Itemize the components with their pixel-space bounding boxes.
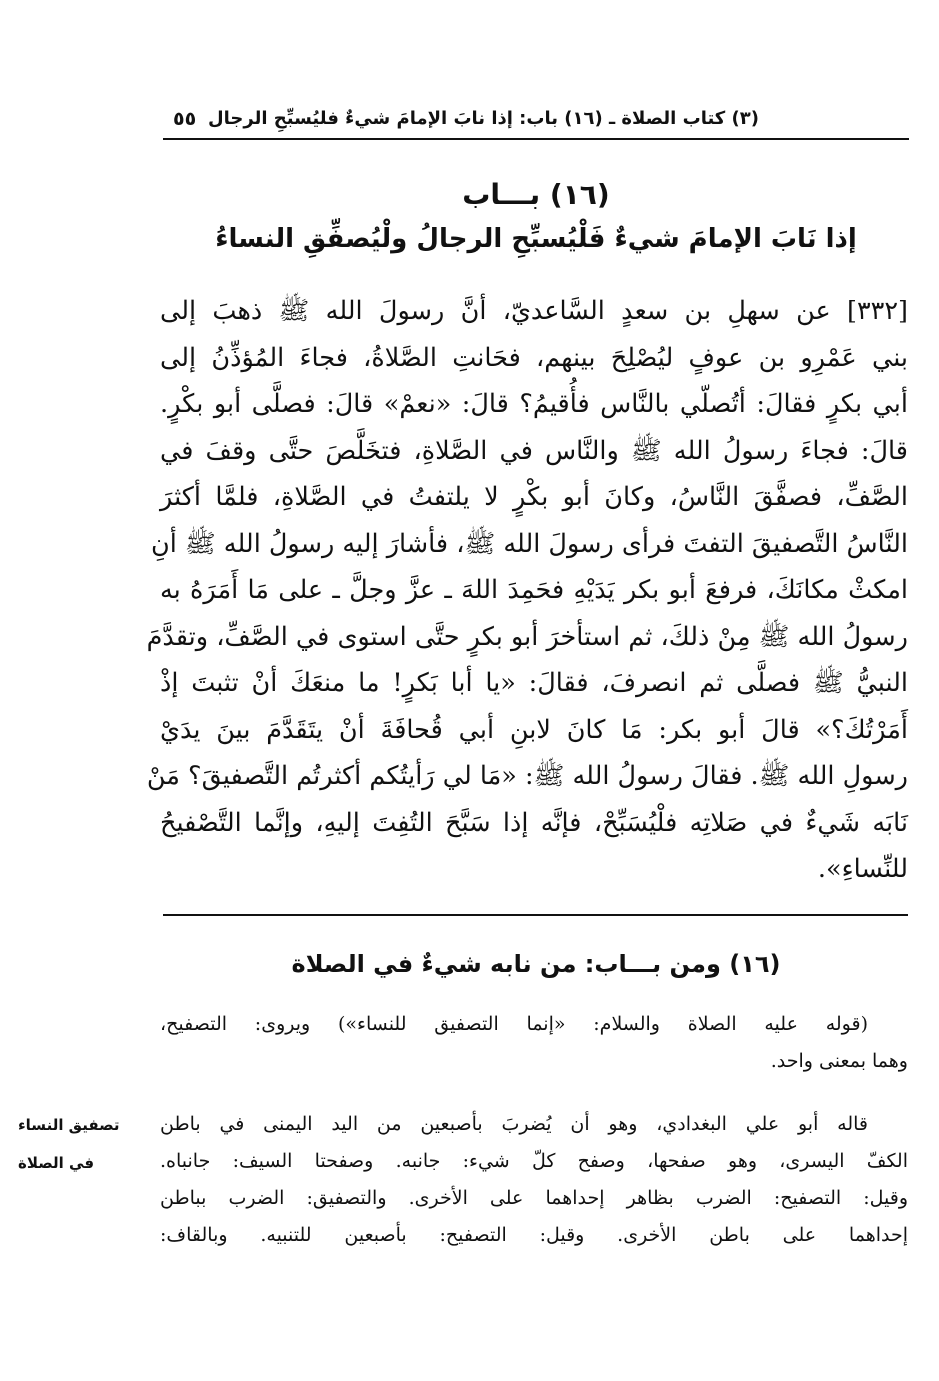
chapter-number-heading: (١٦) بـــاب: [462, 178, 610, 211]
header-title: (٣) كتاب الصلاة ـ (١٦) باب: إذا نابَ الإمامَ شيءٌ فليُسبِّحِ الرجال: [208, 108, 759, 129]
commentary-line: وهما بمعنى واحد.: [770, 1050, 908, 1072]
hadith-line: قالَ: فجاءَ رسولُ الله ﷺ والنَّاس في الصَّلاةِ، فتخَلَّصَ حتَّى وقفَ في: [160, 435, 908, 466]
hadith-line: رسولُ الله ﷺ مِنْ ذلكَ، ثم استأخرَ أبو بكرٍ حتَّى استوى في الصَّفِّ، وتقدَّمَ: [146, 621, 908, 652]
margin-note: تصفيق النساء: [18, 1116, 120, 1134]
commentary-line: قاله أبو علي البغدادي، وهو أن يُضربَ بأصبعين من اليد اليمنى في باطن: [160, 1113, 868, 1135]
hadith-line: أبي بكرٍ فقالَ: أتُصلّي بالنَّاس فأُقيمُ؟ قالَ: «نعمْ» قالَ: فصلَّى أبو بكْرٍ.: [160, 389, 908, 419]
commentary-line: (قوله عليه الصلاة والسلام: «إنما التصفيق للنساء») ويروى: التصفيح،: [160, 1013, 868, 1035]
hadith-line: [٣٣٢] عن سهلِ بن سعدٍ السَّاعديّ، أنَّ رسولَ الله ﷺ ذهبَ إلى: [160, 296, 908, 326]
hadith-line: رسولِ الله ﷺ. فقالَ رسولُ الله ﷺ: «مَا لي رَأيتُكم أكثرتُم التَّصفيقَ؟ مَنْ: [146, 761, 908, 791]
commentary-line: الكفّ اليسرى، وهو صفحها، وصفح كلّ شيء: جانبه. وصفحتا السيف: جانباه.: [160, 1150, 908, 1172]
margin-note: في الصلاة: [18, 1154, 95, 1172]
hadith-line: بني عَمْرِو بن عوفٍ ليُصْلِحَ بينهم، فحَانتِ الصَّلاةُ، فجاءَ المُؤذِّنُ إلى: [160, 342, 908, 373]
page-number: ٥٥: [173, 108, 197, 130]
hadith-line: نَابَه شَيءٌ في صَلاتِه فلْيُسَبِّحْ، فإنَّه إذا سَبَّحَ التُفِتَ إليهِ، وإنَّما التَّصْفيحُ: [160, 807, 908, 838]
commentary-heading: (١٦) ومن بـــاب: من نابه شيءٌ في الصلاة: [291, 950, 781, 978]
hadith-line: النَّاسُ التَّصفيقَ التفتَ فرأى رسولَ الله ﷺ، فأشارَ إليه رسولُ الله ﷺ أنِ: [150, 528, 908, 559]
commentary-paragraph-1: [160, 1006, 908, 1080]
hadith-line: امكثْ مكانَكَ، فرفعَ أبو بكر يَدَيْهِ فحَمِدَ اللهَ ـ عزَّ وجلَّ ـ على مَا أَمَرَهُ به: [160, 575, 908, 605]
running-header: [163, 108, 909, 140]
hadith-line: الصَّفِّ، فصفَّقَ النَّاسُ، وكانَ أبو بكْرٍ لا يلتفتُ في الصَّلاةِ، فلمَّا أكثرَ: [160, 482, 908, 512]
commentary-line: إحداهما على باطن الأخرى. وقيل: التصفيح: بأصبعين للتنبيه. وبالقاف:: [160, 1224, 908, 1246]
section-divider: [163, 914, 908, 916]
commentary-paragraph-2: [160, 1106, 908, 1254]
commentary-line: وقيل: التصفيح: الضرب بظاهر إحداهما على الأخرى. والتصفيق: الضرب بباطن: [160, 1187, 908, 1209]
chapter-title: إذا نَابَ الإمامَ شيءٌ فَلْيُسبِّحِ الرجالُ ولْيُصفِّقِ النساءُ: [215, 224, 857, 254]
hadith-line: النبيُّ ﷺ فصلَّى ثم انصرفَ، فقالَ: «يا أبا بَكرٍ! ما منعَكَ أنْ تثبتَ إذْ: [160, 668, 908, 698]
hadith-line: أَمَرْتُكَ؟» قالَ أبو بكر: مَا كانَ لابنِ أبي قُحافَةَ أنْ يتَقَدَّمَ بينَ يدَيْ: [160, 714, 908, 745]
hadith-line: للنِّساءِ».: [817, 854, 908, 884]
hadith-text: [146, 288, 908, 893]
